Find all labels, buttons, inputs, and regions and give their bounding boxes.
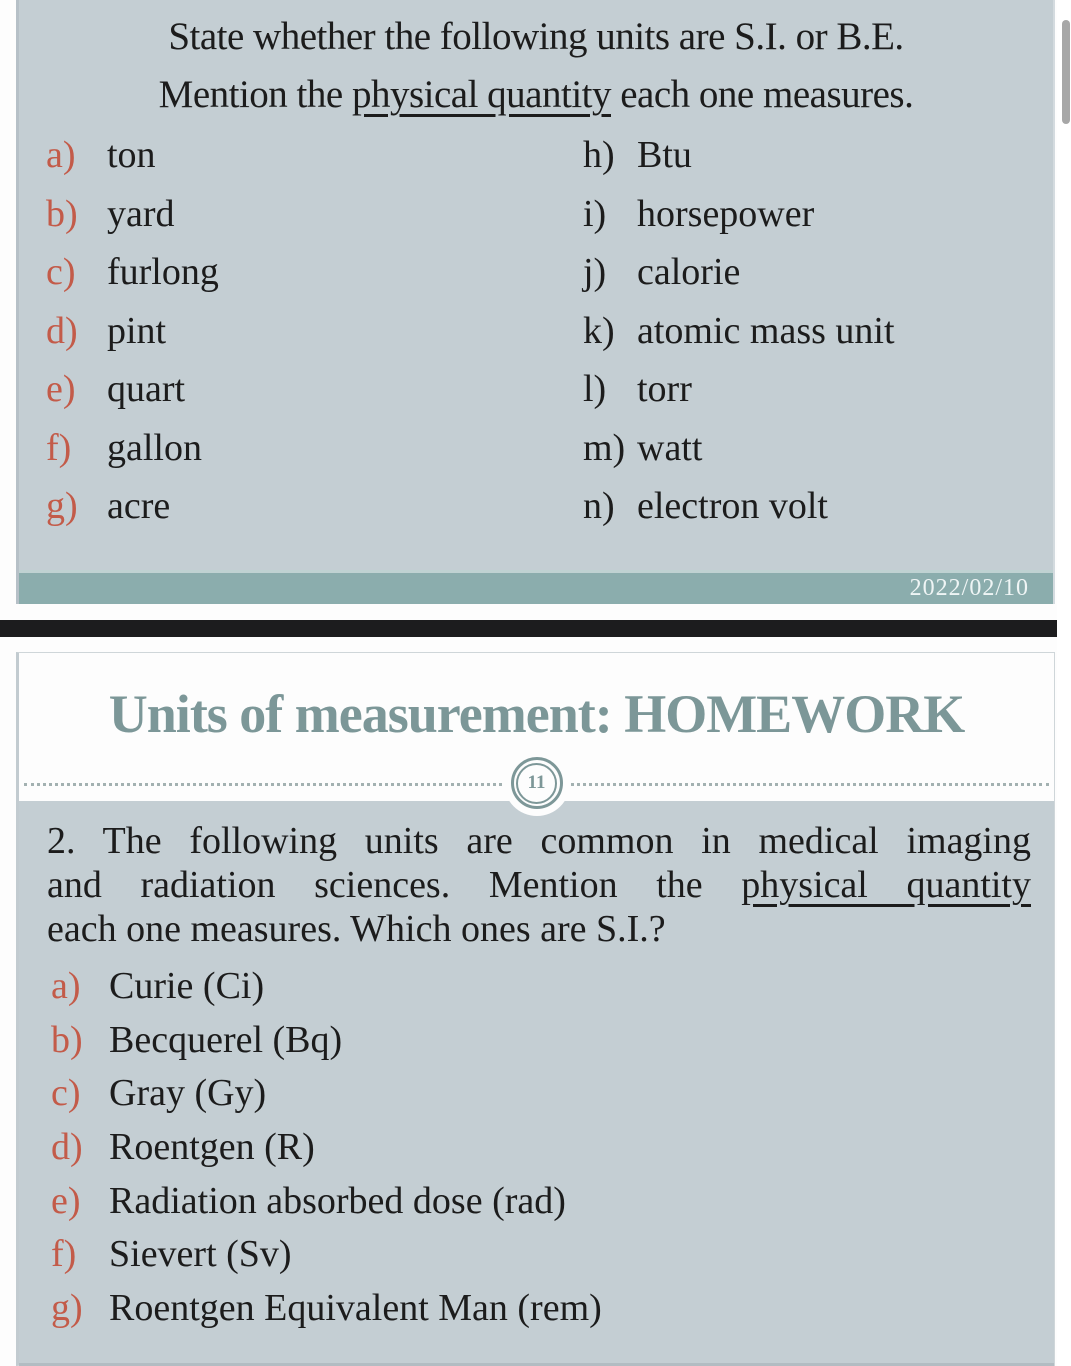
item-label: pint (107, 309, 167, 352)
item-marker: a) (46, 134, 76, 177)
item-label: yard (107, 192, 175, 235)
list-item (46, 126, 219, 185)
item-marker: f) (51, 1233, 77, 1276)
item-label: gallon (107, 426, 202, 469)
list-item (46, 243, 219, 302)
list-item (583, 302, 895, 361)
list-item (51, 959, 602, 1013)
item-label: electron volt (637, 485, 828, 528)
slide-2 (16, 652, 1055, 1366)
slide1-footer-band (19, 570, 1053, 604)
item-label: Btu (637, 134, 692, 177)
list-item (583, 419, 895, 478)
list-item (46, 419, 219, 478)
item-marker: k) (583, 309, 615, 352)
item-marker: j) (583, 251, 607, 294)
item-label: Curie (Ci) (109, 964, 265, 1007)
question-line3-text: each one measures. Which ones are S.I.? (47, 908, 666, 950)
item-marker: n) (583, 485, 615, 528)
list-item (583, 243, 895, 302)
list-item (46, 185, 219, 244)
list-item (51, 1227, 602, 1281)
list-item (51, 1120, 602, 1174)
slide1-heading-line2-pre: Mention the (158, 73, 352, 116)
slide2-question (47, 819, 1031, 951)
item-marker: c) (51, 1072, 81, 1115)
slide2-title: Units of measurement: HOMEWORK (108, 684, 965, 744)
list-item (46, 477, 219, 536)
list-item (583, 477, 895, 536)
slide-1 (16, 0, 1055, 604)
list-item (46, 302, 219, 361)
item-marker: g) (51, 1286, 83, 1329)
item-marker: a) (51, 964, 81, 1007)
item-label: Roentgen Equivalent Man (rem) (109, 1286, 602, 1329)
list-item (46, 360, 219, 419)
slide1-heading-underlined: physical quantity (351, 73, 611, 116)
slide1-heading-line2 (19, 72, 1053, 117)
slide1-heading-line1 (19, 14, 1053, 59)
slide-number: 11 (527, 772, 546, 793)
list-item (51, 1174, 602, 1228)
list-item (51, 1066, 602, 1120)
item-marker: b) (51, 1018, 83, 1061)
badge-inner-ring (516, 763, 557, 804)
item-label: furlong (107, 251, 219, 294)
item-marker: e) (51, 1179, 81, 1222)
item-label: quart (107, 368, 186, 411)
item-label: watt (637, 426, 703, 469)
item-label: calorie (637, 251, 741, 294)
item-marker: f) (46, 426, 72, 469)
item-label: horsepower (637, 192, 815, 235)
slide1-units-list-right (583, 126, 895, 536)
question-line3 (47, 907, 1031, 951)
item-label: Becquerel (Bq) (109, 1018, 343, 1061)
scrollbar-track[interactable] (1057, 0, 1071, 1366)
item-marker: d) (51, 1125, 83, 1168)
slide2-body (19, 801, 1054, 1366)
item-marker: g) (46, 485, 78, 528)
item-label: ton (107, 134, 156, 177)
slide2-units-list (51, 959, 602, 1335)
item-label: Sievert (Sv) (109, 1233, 292, 1276)
item-label: acre (107, 485, 171, 528)
item-label: Gray (Gy) (109, 1072, 267, 1115)
item-marker: d) (46, 309, 78, 352)
slide1-heading-line1-text: State whether the following units are S.I. or B.E. (168, 15, 904, 58)
list-item (583, 185, 895, 244)
scrollbar-thumb[interactable] (1062, 20, 1070, 124)
item-marker: l) (583, 368, 607, 411)
item-marker: i) (583, 192, 607, 235)
list-item (583, 360, 895, 419)
badge-outer-ring (511, 757, 563, 809)
list-item (51, 1281, 602, 1335)
slide-date: 2022/02/10 (909, 575, 1029, 601)
item-marker: h) (583, 134, 615, 177)
item-marker: m) (583, 426, 626, 469)
item-label: Roentgen (R) (109, 1125, 315, 1168)
list-item (583, 126, 895, 185)
slide-separator-bar (0, 620, 1071, 637)
item-marker: c) (46, 251, 76, 294)
item-label: Radiation absorbed dose (rad) (109, 1179, 566, 1222)
question-line1-text: 2. The following units are common in medical imaging (47, 820, 1031, 862)
slide1-units-list-left (46, 126, 219, 536)
item-label: torr (637, 368, 692, 411)
question-line2-pre: and radiation sciences. Mention the (47, 864, 742, 906)
item-marker: e) (46, 368, 76, 411)
list-item (51, 1013, 602, 1067)
item-label: atomic mass unit (637, 309, 895, 352)
question-line2 (47, 863, 1031, 907)
question-underlined: physical quantity (741, 864, 1031, 906)
item-marker: b) (46, 192, 78, 235)
slide1-heading-line2-post: each one measures. (611, 73, 914, 116)
slide-number-badge (504, 750, 570, 816)
question-line1 (47, 819, 1031, 863)
